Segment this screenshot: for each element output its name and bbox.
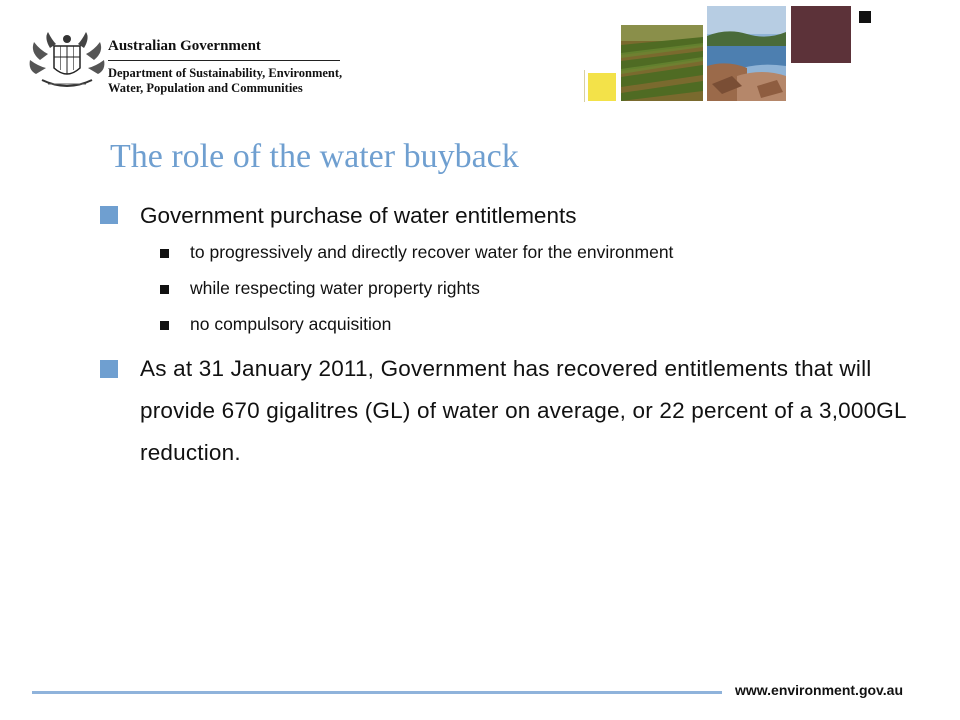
- decorative-black-square: [859, 11, 871, 23]
- department-name-line-2: Water, Population and Communities: [108, 81, 303, 95]
- footer-url[interactable]: www.environment.gov.au: [735, 682, 904, 698]
- decorative-maroon-square: [791, 6, 851, 63]
- bullet-marker: [100, 206, 118, 224]
- logo-divider: [108, 60, 340, 61]
- decorative-line: [584, 70, 585, 102]
- government-name: Australian Government: [108, 38, 261, 54]
- bullet-text: Government purchase of water entitlements: [140, 203, 577, 228]
- department-name-line-1: Department of Sustainability, Environment,: [108, 66, 343, 80]
- bullet-text: As at 31 January 2011, Government has recovered entitlements that will provide 670 gigalitres (GL) of water on average, or 22 percent of a 3,000GL reduction.: [140, 356, 906, 465]
- sub-bullet-text: no compulsory acquisition: [190, 314, 392, 334]
- vineyard-photo: [621, 25, 703, 101]
- footer-divider: [32, 691, 722, 694]
- sub-bullet-marker: [160, 285, 169, 294]
- bullet-marker: [100, 360, 118, 378]
- slide-title: The role of the water buyback: [110, 138, 519, 175]
- government-logo: [28, 26, 348, 98]
- river-photo: [707, 6, 786, 101]
- coat-of-arms-icon: [28, 30, 106, 96]
- sub-bullet-marker: [160, 249, 169, 258]
- sub-bullet-text: while respecting water property rights: [190, 278, 480, 298]
- sub-bullet-marker: [160, 321, 169, 330]
- sub-bullet-text: to progressively and directly recover water for the environment: [190, 242, 674, 262]
- decorative-yellow-square: [588, 73, 616, 101]
